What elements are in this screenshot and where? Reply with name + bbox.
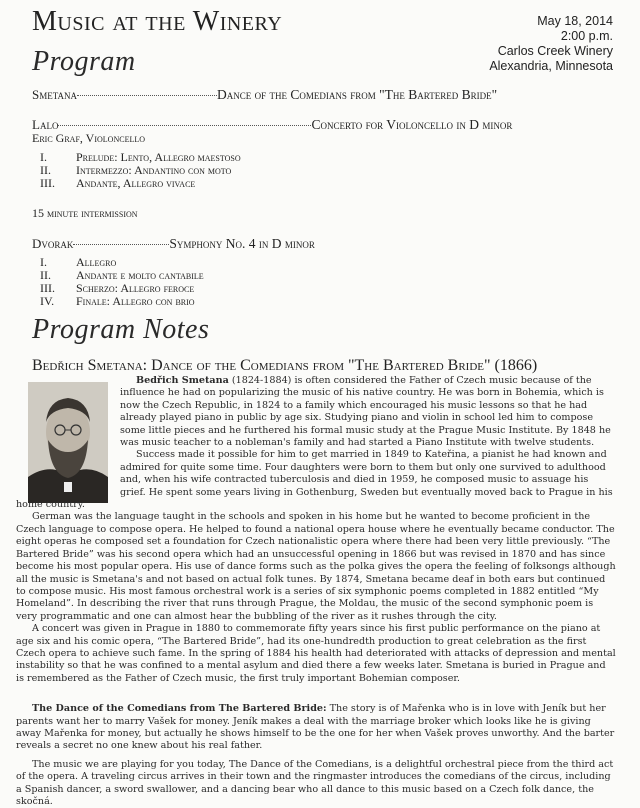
lalo-movements [40, 151, 241, 190]
movement: II. Intermezzo: Andantino con moto [40, 163, 232, 177]
portrait-spacer [16, 375, 120, 499]
event-info [489, 14, 613, 74]
movement: I. Allegro [40, 255, 117, 269]
event-date: May 18, 2014 [537, 14, 613, 28]
movement: III. Andante, Allegro vivace [40, 176, 196, 190]
leader-dots [58, 124, 311, 126]
event-location: Alexandria, Minnesota [489, 59, 613, 73]
performer: Eric Graf, Violoncello [32, 131, 145, 145]
notes-body [16, 375, 616, 808]
piece-title: Dance of the Comedians from "The Bartered Bride" [217, 87, 498, 102]
notes-piece-heading: Bedřich Smetana: Dance of the Comedians from "The Bartered Bride" (1866) [32, 357, 538, 374]
movement: I. Prelude: Lento, Allegro maestoso [40, 150, 241, 164]
notes-paragraph: Success made it possible for him to get married in 1849 to Kateřina, a pianist he had known and admired for quite some time. Four daughters were born to them but only one survived to adulthood and, when his wife contracted tuberculosis and died in 1959, he composed music to assuage his grief. He spent some years living in Gothenburg, Sweden but eventually moved back to Prague in his home country. [16, 449, 613, 511]
movement: IV. Finale: Allegro con brio [40, 294, 195, 308]
event-venue: Carlos Creek Winery [497, 44, 613, 58]
leader-dots [77, 94, 217, 96]
movement: II. Andante e molto cantabile [40, 268, 204, 282]
piece-title: Symphony No. 4 in D minor [169, 236, 315, 251]
program-heading: Program [32, 46, 136, 77]
notes-paragraph: A concert was given in Prague in 1880 to commemorate fifty years since his first public performance on the piano at age six and his comic opera, “The Bartered Bride”, had its one-hundredth production to great celebration as the first Czech opera to achieve such fame. In the spring of 1884 his health had deteriorated with attacks of depression and mental instability so that he was confined to a mental asylum and died there a few weeks later. Smetana is buried in Prague and is remembered as the Father of Czech music, the first truly important Bohemian composer. [16, 623, 616, 684]
piece-title: Concerto for Violoncello in D minor [311, 117, 513, 132]
dvorak-movements [40, 256, 204, 308]
movement: III. Scherzo: Allegro feroce [40, 281, 195, 295]
intermission: 15 minute intermission [32, 206, 138, 220]
closing-paragraph: The music we are playing for you today, The Dance of the Comedians, is a delightful orchestral piece from the third act of the opera. A traveling circus arrives in their town and the ringmaster introduces the comedians of the circus, including a Spanish dancer, a sword swallower, and a dancing bear who all dance to this music based on a Czech folk dance, the skočná. [16, 758, 614, 807]
composer: Smetana [32, 87, 78, 102]
story-paragraph: The Dance of the Comedians from The Bartered Bride: The story is of Mařenka who is in love with Jeník but her parents want her to marry Vašek for money. Jeník makes a deal with the marriage broker which looks like he is giving away Mařenka for money, but actually he shows himself to be the one for her when Vašek proves unworthy. And the barter reveals a secret no one knew about his real father. [16, 703, 615, 752]
notes-paragraph: German was the language taught in the schools and spoken in his home but he wanted to become proficient in the Czech language to compose opera. He helped to found a national opera house where he eventually became conductor. The eight operas he composed set a foundation for Czech nationalistic opera where there had been very little previously. “The Bartered Bride” was his second opera which had an unsuccessful opening in 1866 but was revised in 1870 and has since become his most popular opera. His use of dance forms such as the polka gives the opera the feeling of folksongs although all the music is Smetana's and not based on actual folk tunes. By 1874, Smetana became deaf in both ears but continued to compose music. His most famous orchestral work is a series of six symphonic poems completed in 1882 entitled “My Homeland”. In describing the river that runs through Prague, the Moldau, the music of the second symphonic poem is very programmatic and one can almost hear the bubbling of the river as it rushes through the city. [16, 511, 616, 622]
composer: Dvorak [32, 236, 74, 251]
program-piece-dvorak [32, 236, 315, 252]
page-title: Music at the Winery [32, 6, 283, 37]
program-notes-heading: Program Notes [32, 314, 210, 345]
program-piece-smetana [32, 87, 497, 103]
leader-dots [73, 243, 169, 245]
event-time: 2:00 p.m. [560, 29, 613, 43]
composer: Lalo [32, 117, 59, 132]
notes-paragraph: Bedřich Smetana (1824-1884) is often considered the Father of Czech music because of the influence he had on popularizing the music of his native country. He was born in Bohemia, which is now the Czech Republic, in 1824 to a family which encouraged his music lessons so that he had already played piano in public by age six. Studying piano and violin in school led him to compose some little pieces and he furthered his formal music study at the Prague Music Institute. By 1848 he was music teacher to a nobleman's family and had started a Piano Institute with twelve students. [120, 375, 611, 449]
